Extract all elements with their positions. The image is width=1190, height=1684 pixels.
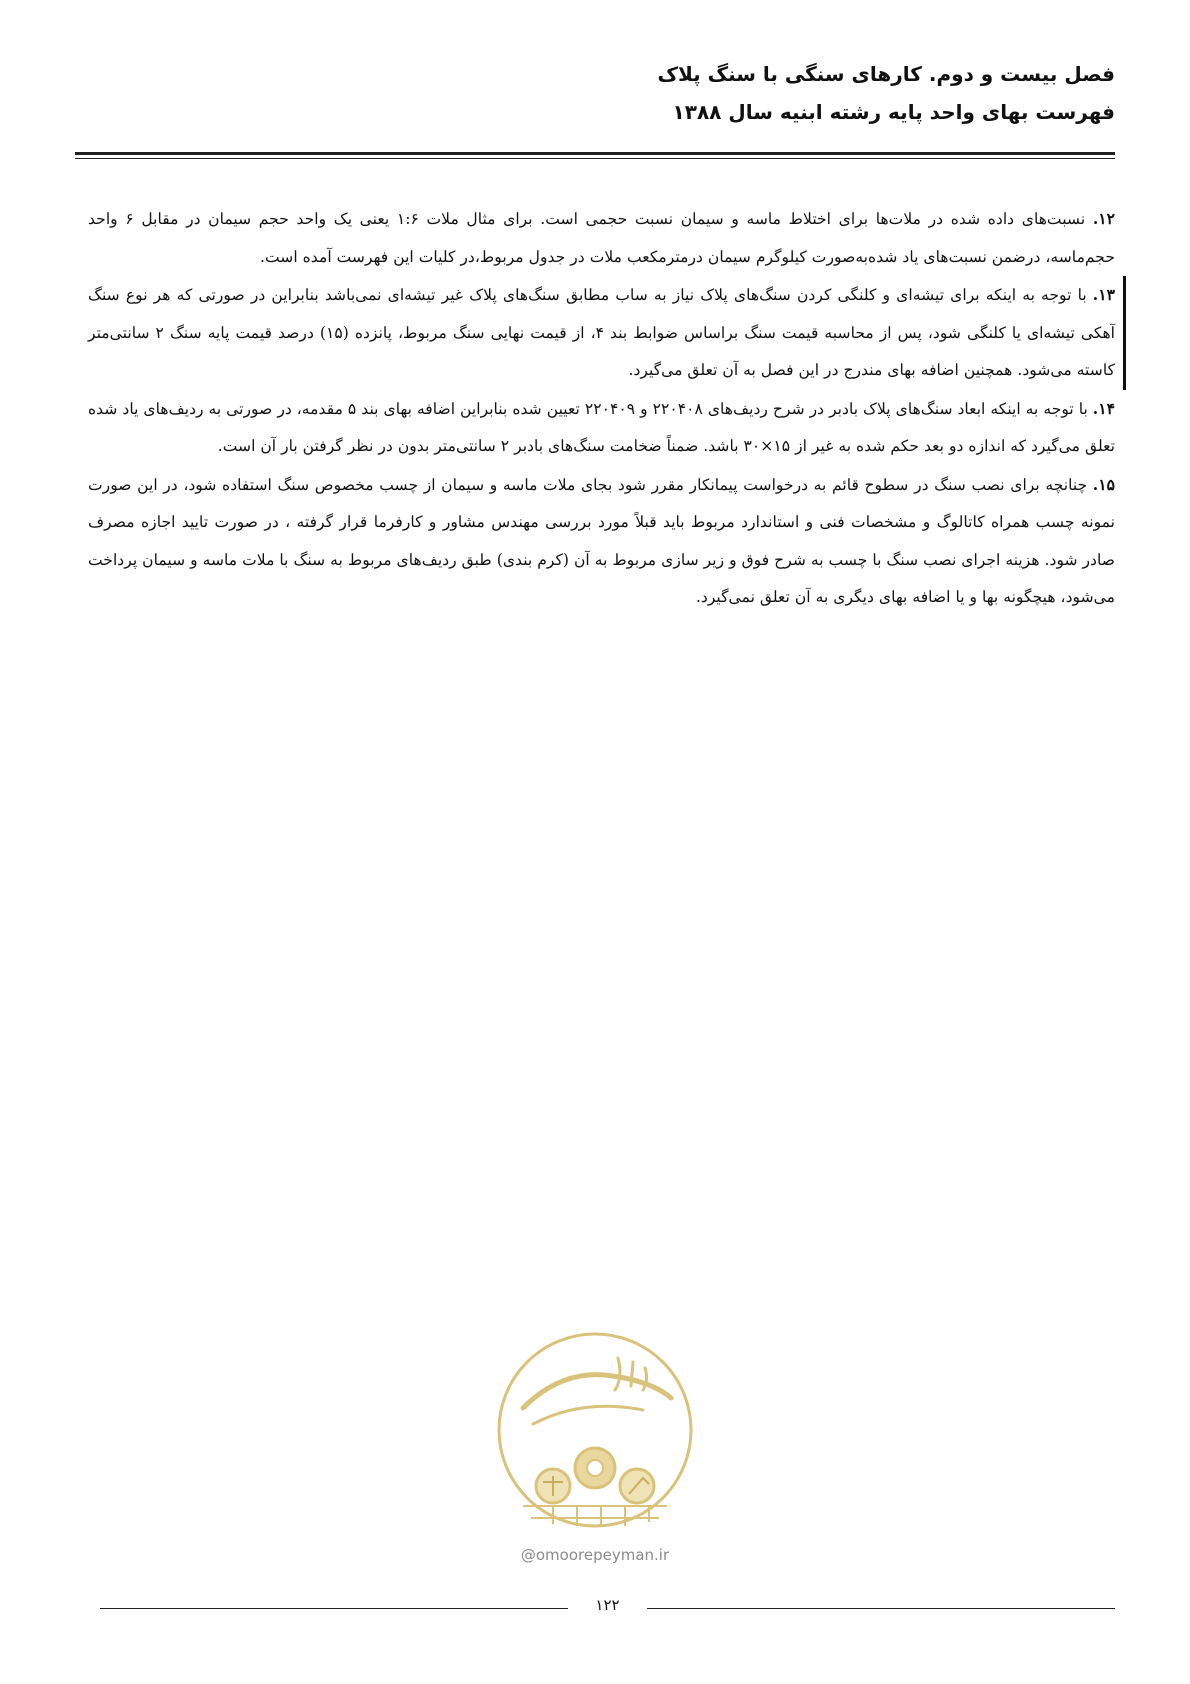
paragraph-14 [88, 390, 1115, 466]
paragraph-text: با توجه به اینکه ابعاد سنگ‌های پلاک بادبر در شرح ردیف‌های ۲۲۰۴۰۸ و ۲۲۰۴۰۹ تعیین شده بنابراین اضافه بهای بند ۵ مقدمه، در صورتی به ردیف‌های یاد شده تعلق می‌گیرد که اندازه دو بعد حکم شده به غیر از ۱۵×۳۰ باشد. ضمناً ضخامت سنگ‌های بادبر ۲ سانتی‌متر بدون در نظر گرفتن بار آن است. [88, 399, 1115, 455]
watermark-site-text: omoorepeyman.ir [535, 1546, 670, 1564]
paragraph-number: ۱۳. [1092, 285, 1115, 304]
page-number: ۱۲۲ [595, 1596, 620, 1614]
body-text [88, 200, 1115, 617]
chapter-title: فصل بیست و دوم. کارهای سنگی با سنگ پلاک [657, 62, 1115, 86]
paragraph-13 [88, 276, 1126, 390]
watermark-site [493, 1546, 697, 1564]
document-title: فهرست بهای واحد پایه رشته ابنیه سال ۱۳۸۸ [672, 100, 1115, 124]
paragraph-number: ۱۲. [1092, 209, 1116, 228]
header-rule-thick [75, 152, 1115, 155]
header-rule-thin [75, 158, 1115, 159]
page-header [658, 58, 1116, 128]
watermark-logo-icon [493, 1328, 697, 1538]
paragraph-15 [88, 466, 1115, 617]
page-footer [100, 1594, 1115, 1624]
footer-rule-right [647, 1608, 1115, 1609]
paragraph-number: ۱۵. [1092, 474, 1115, 494]
paragraph-12 [88, 200, 1115, 276]
paragraph-text: نسبت‌های داده شده در ملات‌ها برای اختلاط ماسه و سیمان نسبت حجمی است. برای مثال ملات ۱:۶ یعنی یک واحد حجم سیمان در مقابل ۶ واحد حجم‌ماسه، درضمن نسبت‌های یاد شده‌به‌صورت کیلوگرم سیمان درمترمکعب ملات در جدول مربوط،در کلیات این فهرست آمده است. [88, 210, 1115, 266]
paragraph-number: ۱۴. [1092, 398, 1115, 418]
watermark-logo [493, 1328, 697, 1538]
at-icon: @ [520, 1546, 536, 1564]
paragraph-text: با توجه به اینکه برای تیشه‌ای و کلنگی کردن سنگ‌های پلاک نیاز به ساب مطابق سنگ‌های پلاک غیر تیشه‌ای نمی‌باشد بنابراین در صورتی که هر نوع سنگ آهکی تیشه‌ای یا کلنگی شود، پس از محاسبه قیمت سنگ براساس ضوابط بند ۴، از قیمت نهایی سنگ مربوط، پانزده (۱۵) درصد قیمت پایه سنگ ۲ سانتی‌متر کاسته می‌شود. همچنین اضافه بهای مندرج در این فصل به آن تعلق می‌گیرد. [88, 286, 1116, 379]
paragraph-text: چنانچه برای نصب سنگ در سطوح قائم به درخواست پیمانکار مقرر شود بجای ملات ماسه و سیمان از چسب مخصوص سنگ استفاده شود، در این صورت نمونه چسب همراه کاتالوگ و مشخصات فنی و استاندارد مربوط باید قبلاً مورد بررسی مهندس مشاور و کارفرما قرار گرفته ، در صورت تایید اجازه مصرف صادر شود. هزینه اجرای نصب سنگ با چسب به شرح فوق و زیر سازی مربوط به آن (کرم بندی) طبق ردیف‌های مربوط به سنگ با ملات ماسه و سیمان پرداخت می‌شود، هیچگونه بها و یا اضافه بهای دیگری به آن تعلق نمی‌گیرد. [88, 475, 1115, 606]
